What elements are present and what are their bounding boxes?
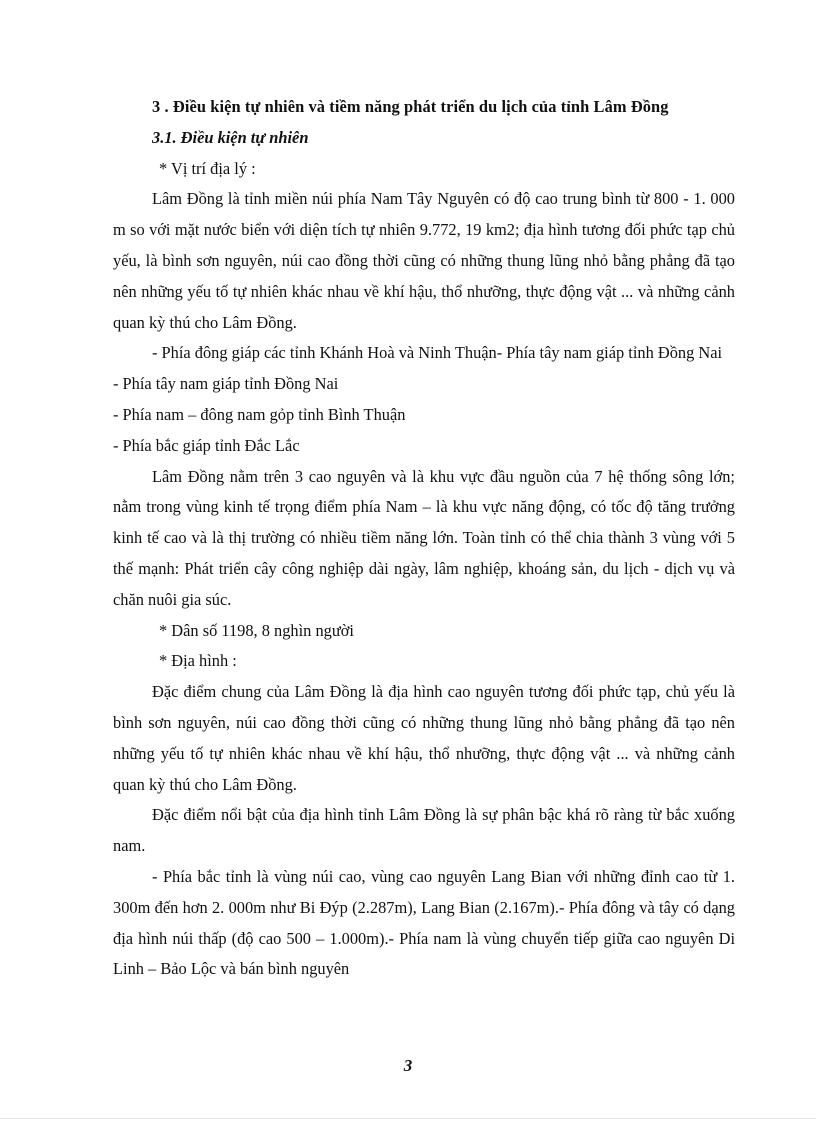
north-terrain-paragraph: - Phía bắc tỉnh là vùng núi cao, vùng cao nguyên Lang Bian với những đỉnh cao từ 1. 300m đến hơn 2. 000m như Bi Đýp (2.287m), Lang Bian (2.167m).- Phía đông và tây có dạng địa hình núi thấp (độ cao 500 – 1.000m).- Phía nam là vùng chuyển tiếp giữa cao nguyên Di Linh – Bảo Lộc và bán bình nguyên	[113, 866, 735, 979]
page-number: 3	[403, 1056, 413, 1075]
terrain-feature-paragraph: Đặc điểm nổi bật của địa hình tỉnh Lâm Đồng là sự phân bậc khá rõ ràng từ bắc xuống nam.	[113, 805, 735, 856]
document-body	[113, 92, 735, 985]
south-border-line: - Phía nam – đông nam gỏp tỉnh Bình Thuận	[113, 404, 406, 424]
page-bottom-divider	[0, 1118, 816, 1119]
east-border-paragraph: - Phía đông giáp các tỉnh Khánh Hoà và Ninh Thuận- Phía tây nam giáp tỉnh Đồng Nai	[152, 343, 723, 363]
terrain-general-paragraph: Đặc điểm chung của Lâm Đồng là địa hình cao nguyên tương đối phức tạp, chủ yếu là bình sơn nguyên, núi cao đồng thời cũng có những thung lũng nhỏ bằng phẳng đã tạo nên những yếu tố tự nhiên khác nhau về khí hậu, thổ nhưỡng, thực động vật ... và những cảnh quan kỳ thú cho Lâm Đồng.	[113, 682, 735, 794]
population-line: * Dân số 1198, 8 nghìn người	[159, 620, 354, 640]
terrain-label: * Địa hình :	[159, 651, 237, 671]
north-border-line: - Phía bắc giáp tỉnh Đắc Lắc	[113, 435, 300, 455]
plateau-paragraph: Lâm Đồng nằm trên 3 cao nguyên và là khu vực đầu nguồn của 7 hệ thống sông lớn; nằm trong vùng kinh tế trọng điểm phía Nam – là khu vực năng động, có tốc độ tăng trưởng kinh tế cao và là thị trường có nhiều tiềm năng lớn. Toàn tỉnh có thể chia thành 3 vùng với 5 thế mạnh: Phát triển cây công nghiệp dài ngày, lâm nghiệp, khoáng sản, du lịch - dịch vụ và chăn nuôi gia súc.	[113, 466, 735, 609]
location-paragraph: Lâm Đồng là tỉnh miền núi phía Nam Tây Nguyên có độ cao trung bình từ 800 - 1. 000 m so với mặt nước biển với diện tích tự nhiên 9.772, 19 km2; địa hình tương đối phức tạp chủ yếu, là bình sơn nguyên, núi cao đồng thời cũng có những thung lũng nhỏ bằng phẳng đã tạo nên những yếu tố tự nhiên khác nhau về khí hậu, thổ nhưỡng, thực động vật ... và những cảnh quan kỳ thú cho Lâm Đồng.	[113, 189, 735, 332]
location-label: * Vị trí địa lý :	[159, 158, 256, 178]
section-heading: 3 . Điều kiện tự nhiên và tiềm năng phát triển du lịch của tỉnh Lâm Đồng	[152, 97, 669, 116]
subsection-heading: 3.1. Điều kiện tự nhiên	[152, 127, 309, 147]
southwest-border-line: - Phía tây nam giáp tỉnh Đồng Nai	[113, 374, 339, 394]
